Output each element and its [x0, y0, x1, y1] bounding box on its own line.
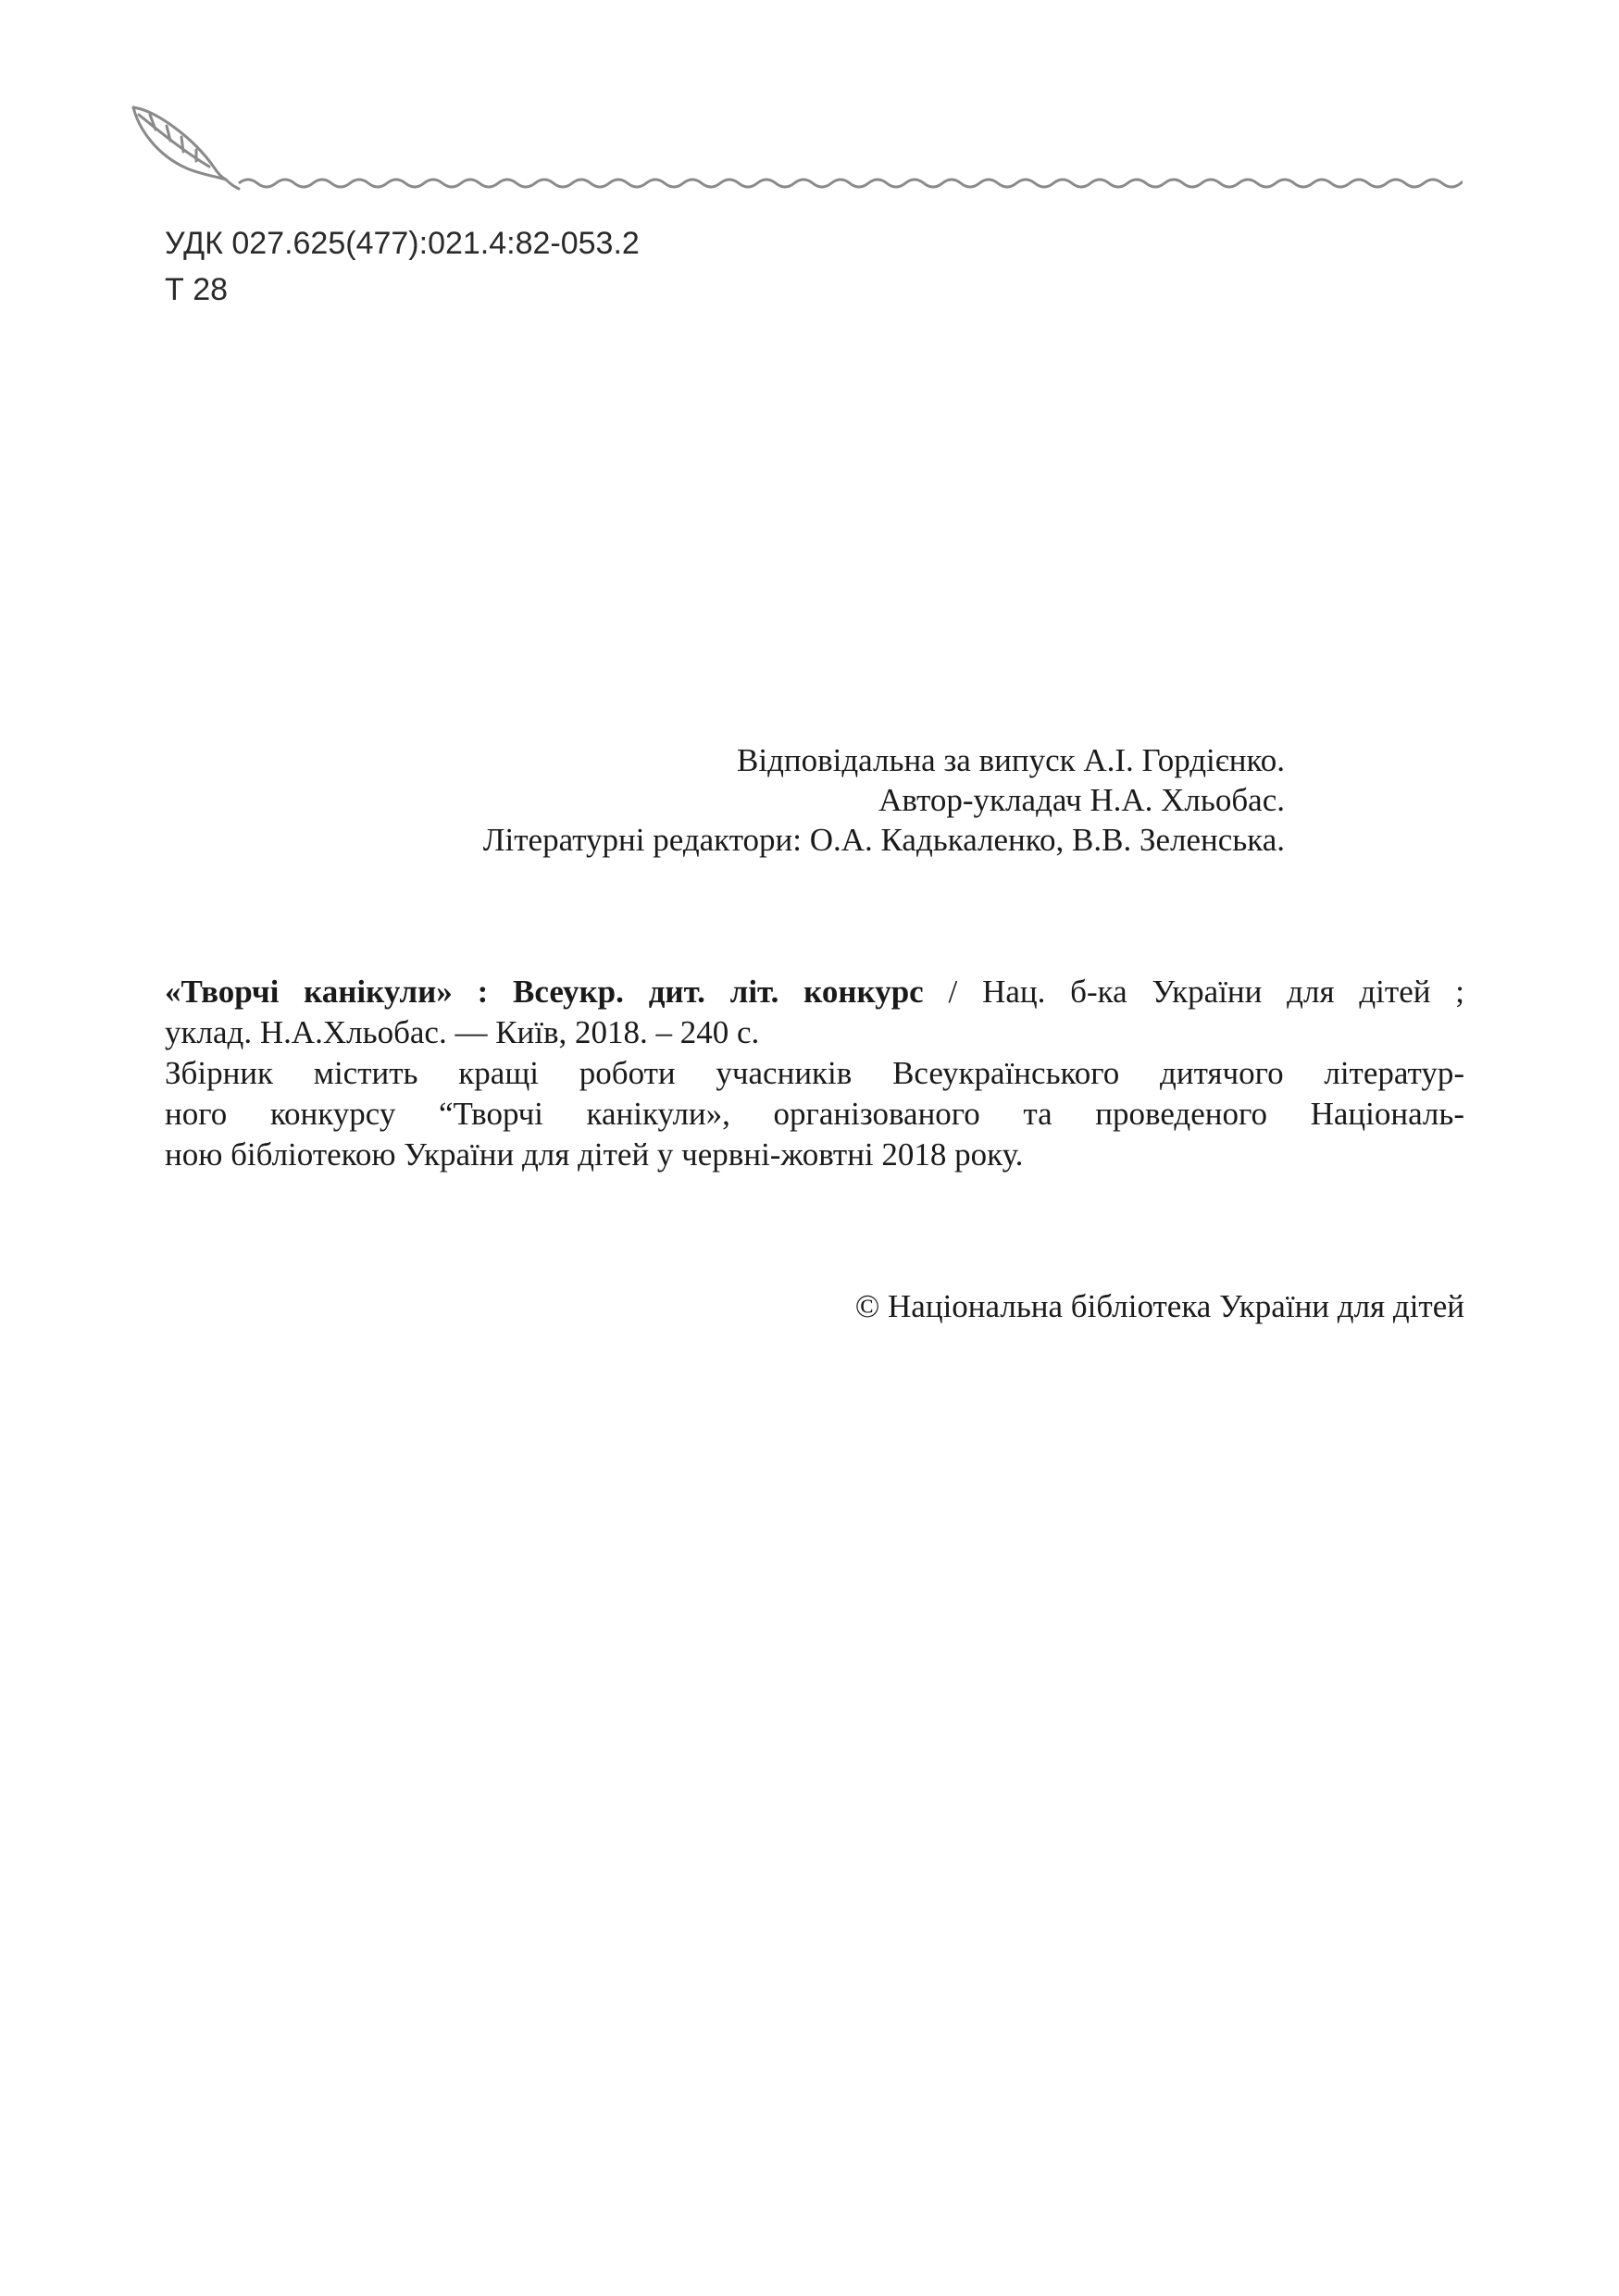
annotation-line-3: ною бібліотекою України для дітей у червні-жовтні 2018 року.: [165, 1136, 1024, 1173]
classification-block: [165, 220, 640, 313]
compiler: Автор-укладач Н.А. Хльобас.: [878, 782, 1285, 818]
biblio-line-2: уклад. Н.А.Хльобас. — Київ, 2018. – 240 с.: [165, 1014, 760, 1050]
wavy-divider: [239, 180, 1463, 187]
biblio-line-1: [165, 972, 1464, 1012]
udk-code: УДК 027.625(477):021.4:82-053.2: [165, 226, 640, 261]
responsible-editor: Відповідальна за випуск А.І. Гордієнко.: [737, 742, 1285, 778]
bibliographic-description: [165, 972, 1464, 1175]
literary-editors: Літературні редактори: О.А. Кадькаленко, В.В. Зеленська.: [482, 822, 1285, 858]
copyright-notice: © Національна бібліотека України для дітей: [854, 1288, 1464, 1324]
book-title: «Творчі канікули» : Всеукр. дит. літ. конкурс: [165, 974, 924, 1010]
credits-block: [165, 740, 1285, 860]
feather-wave-ornament: [130, 102, 1463, 194]
feather-icon: [133, 107, 239, 189]
author-index: Т 28: [165, 272, 229, 307]
publisher-info: / Нац. б-ка України для дітей ;: [923, 974, 1464, 1010]
annotation-line-1: Збірник містить кращі роботи учасників Всеукраїнського дитячого літератур-: [165, 1055, 1464, 1091]
annotation-line-2: ного конкурсу “Творчі канікули», організованого та проведеного Національ-: [165, 1096, 1464, 1132]
